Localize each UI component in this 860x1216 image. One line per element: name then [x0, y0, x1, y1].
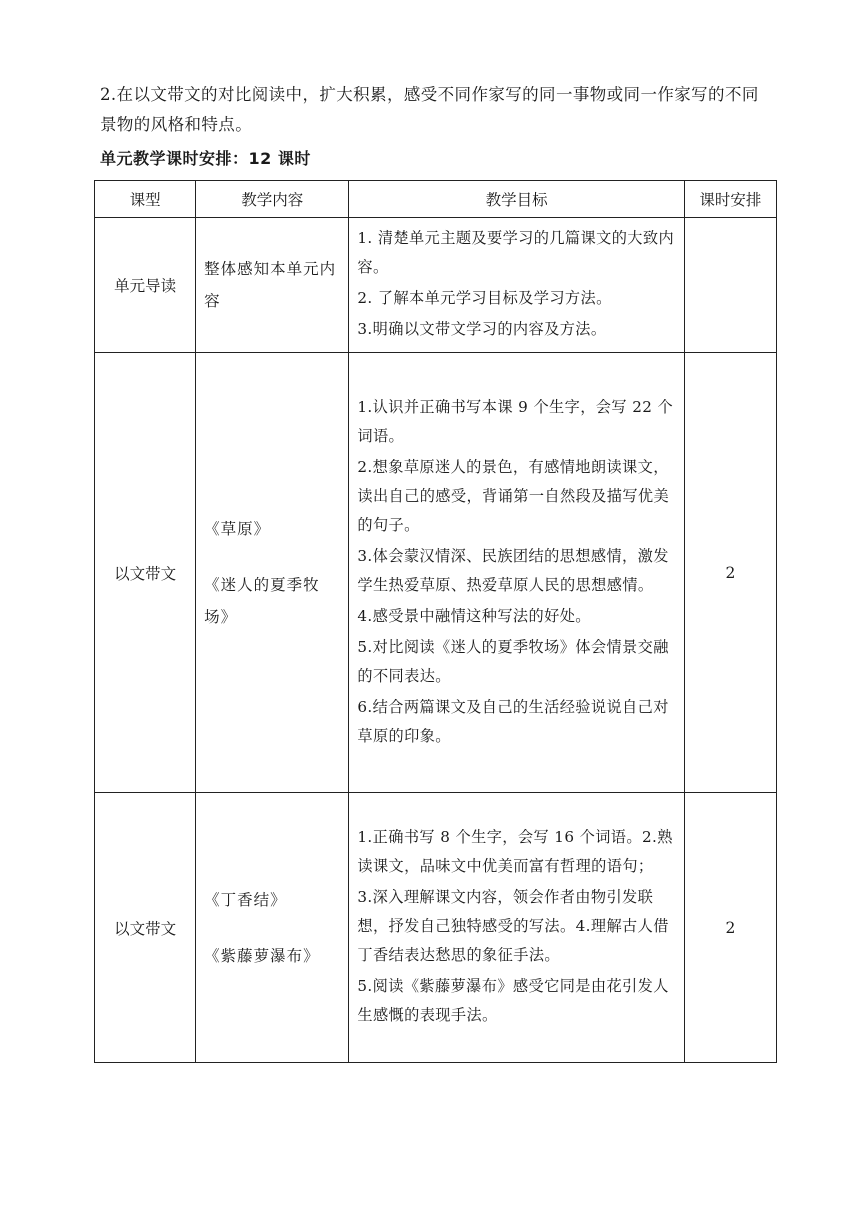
goal-item: 1.正确书写 8 个生字，会写 16 个词语。2.熟读课文，品味文中优美而富有哲理的语句； — [357, 828, 673, 875]
goal-item: 5.对比阅读《迷人的夏季牧场》体会情景交融的不同表达。 — [357, 637, 669, 685]
schedule-heading: 单元教学课时安排：12 课时 — [100, 149, 311, 168]
goal-item: 3.明确以文带文学习的内容及方法。 — [357, 320, 607, 338]
table-row — [95, 793, 777, 1063]
table-row — [95, 353, 777, 793]
goal-item: 3.体会蒙汉情深、民族团结的思想感情，激发学生热爱草原、热爱草原人民的思想感情。 — [357, 546, 669, 594]
lesson-plan-table — [94, 180, 777, 1063]
goal-item: 1. 清楚单元主题及要学习的几篇课文的大致内容。 — [357, 229, 675, 276]
content-item: 《丁香结》 — [204, 890, 287, 909]
teaching-content-cell — [196, 218, 349, 353]
class-hours-cell: 2 — [684, 353, 776, 793]
lesson-type-cell: 单元导读 — [95, 218, 196, 353]
goal-item: 4.感受景中融情这种写法的好处。 — [357, 606, 591, 625]
teaching-content-cell — [196, 353, 349, 793]
teaching-goals-cell — [349, 793, 684, 1063]
teaching-goals-cell — [349, 353, 684, 793]
table-row — [95, 218, 777, 353]
content-item: 《草原》 — [204, 519, 271, 538]
content-item: 整体感知本单元内容 — [204, 260, 337, 310]
header-teaching-content: 教学内容 — [196, 181, 349, 218]
header-lesson-type: 课型 — [95, 181, 196, 218]
table-header-row — [95, 181, 777, 218]
goal-item: 3.深入理解课文内容，领会作者由物引发联想，抒发自己独特感受的写法。4.理解古人借丁香结表达愁思的象征手法。 — [357, 888, 669, 964]
lesson-type-cell: 以文带文 — [95, 793, 196, 1063]
teaching-goals-cell — [349, 218, 684, 353]
lesson-type-cell: 以文带文 — [95, 353, 196, 793]
intro-line-1: 2.在以文带文的对比阅读中，扩大积累，感受不同作家写的同一事物或同一作家写的不同 — [100, 85, 759, 104]
class-hours-cell: 2 — [684, 793, 776, 1063]
intro-paragraph — [100, 80, 780, 140]
content-item: 《迷人的夏季牧场》 — [204, 575, 320, 626]
teaching-content-cell — [196, 793, 349, 1063]
header-class-hours: 课时安排 — [684, 181, 776, 218]
goal-item: 2.想象草原迷人的景色，有感情地朗读课文，读出自己的感受，背诵第一自然段及描写优美的句子。 — [357, 457, 670, 534]
goal-item: 6.结合两篇课文及自己的生活经验说说自己对草原的印象。 — [357, 697, 669, 745]
header-teaching-goals: 教学目标 — [349, 181, 684, 218]
class-hours-cell — [684, 218, 776, 353]
goal-item: 2. 了解本单元学习目标及学习方法。 — [357, 289, 612, 307]
content-item: 《紫藤萝瀑布》 — [204, 946, 320, 965]
goal-item: 5.阅读《紫藤萝瀑布》感受它同是由花引发人生感慨的表现手法。 — [357, 977, 669, 1024]
goal-item: 1.认识并正确书写本课 9 个生字，会写 22 个词语。 — [357, 397, 674, 445]
intro-line-2: 景物的风格和特点。 — [100, 115, 253, 134]
